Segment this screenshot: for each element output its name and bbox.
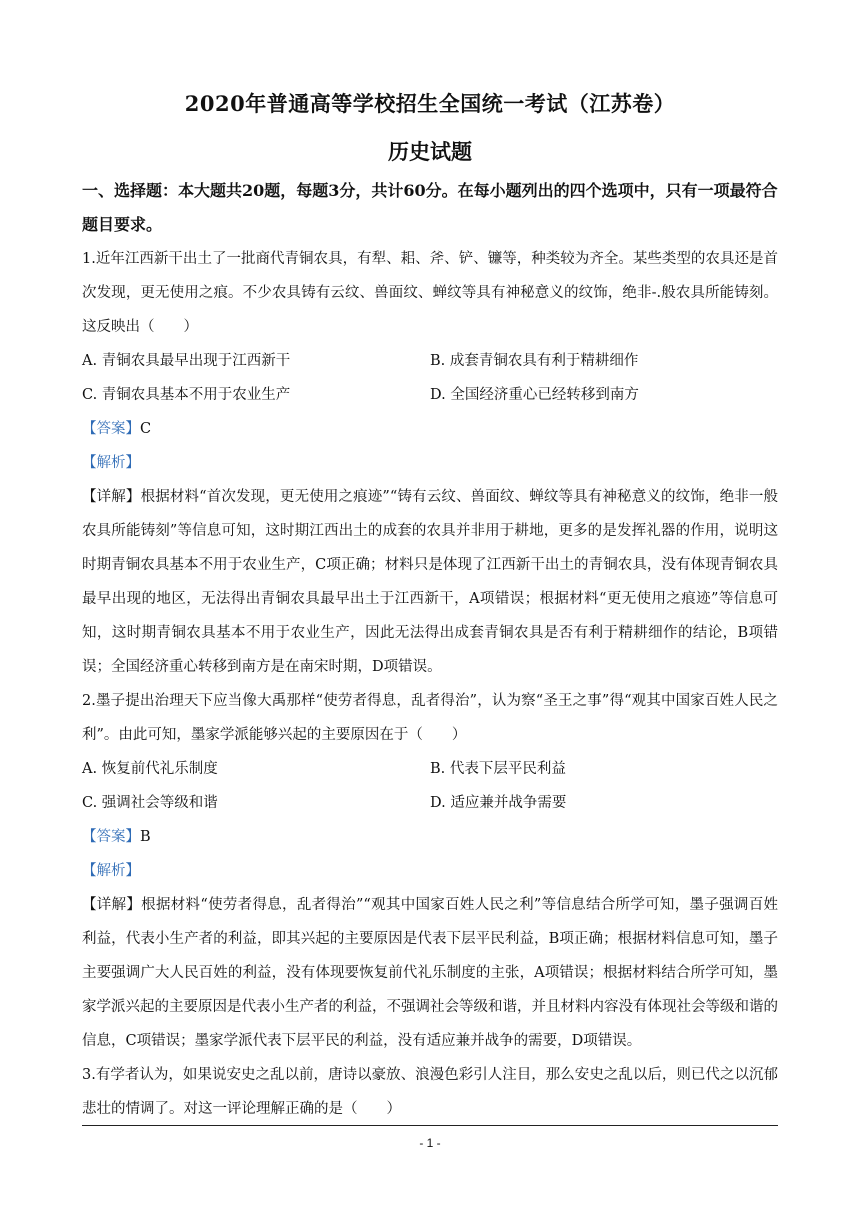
answer-label: 【答案】	[82, 421, 140, 437]
option-a: A. 恢复前代礼乐制度	[82, 761, 218, 777]
options-row	[82, 752, 778, 786]
question-stem: 3.有学者认为，如果说安史之乱以前，唐诗以豪放、浪漫色彩引人注目，那么安史之乱以后，则已代之以沉郁悲壮的情调了。对这一评论理解正确的是（ ）	[82, 1067, 778, 1117]
analysis-label: 【解析】	[82, 455, 140, 471]
answer-label: 【答案】	[82, 829, 140, 845]
option-c: C. 强调社会等级和谐	[82, 795, 218, 811]
question-2	[82, 684, 778, 1058]
option-b: B. 代表下层平民利益	[430, 761, 566, 777]
answer-line	[82, 820, 778, 854]
options-row	[82, 786, 778, 820]
question-1	[82, 242, 778, 684]
options-row	[82, 344, 778, 378]
answer-line	[82, 412, 778, 446]
option-a: A. 青铜农具最早出现于江西新干	[82, 353, 291, 369]
footer-divider	[82, 1125, 778, 1126]
question-3	[82, 1058, 778, 1126]
option-c: C. 青铜农具基本不用于农业生产	[82, 387, 291, 403]
detail-explanation: 【详解】根据材料“首次发现，更无使用之痕迹”“铸有云纹、兽面纹、蝉纹等具有神秘意义的纹饰，绝非一般农具所能铸刻”等信息可知，这时期江西出土的成套的农具并非用于耕地，更多的是发挥礼器的作用，说明这时期青铜农具基本不用于农业生产，C项正确；材料只是体现了江西新干出土的青铜农具，没有体现青铜农具最早出现的地区，无法得出青铜农具最早出土于江西新干，A项错误；根据材料“更无使用之痕迹”等信息可知，这时期青铜农具基本不用于农业生产，因此无法得出成套青铜农具是否有利于精耕细作的结论，B项错误；全国经济重心转移到南方是在南宋时期，D项错误。	[82, 489, 778, 675]
option-d: D. 适应兼并战争需要	[430, 795, 567, 811]
exam-title: 2020年普通高等学校招生全国统一考试（江苏卷）	[184, 91, 676, 116]
question-stem: 2.墨子提出治理天下应当像大禹那样“使劳者得息，乱者得治”，认为察“圣王之事”得“观其中国家百姓人民之利”。由此可知，墨家学派能够兴起的主要原因在于（ ）	[82, 693, 778, 743]
option-b: B. 成套青铜农具有利于精耕细作	[430, 353, 639, 369]
answer-value: B	[140, 829, 151, 845]
option-d: D. 全国经济重心已经转移到南方	[430, 387, 639, 403]
document-body	[82, 174, 778, 1126]
section-intro: 一、选择题：本大题共20题，每题3分，共计60分。在每小题列出的四个选项中，只有一项最符合题目要求。	[82, 181, 778, 234]
question-stem: 1.近年江西新干出土了一批商代青铜农具，有犁、耜、斧、铲、镰等，种类较为齐全。某些类型的农具还是首次发现，更无使用之痕。不少农具铸有云纹、兽面纹、蝉纹等具有神秘意义的纹饰，绝非-.般农具所能铸刻。这反映出（ ）	[82, 251, 778, 335]
detail-explanation: 【详解】根据材料“使劳者得息，乱者得治”“观其中国家百姓人民之利”等信息结合所学可知，墨子强调百姓利益，代表小生产者的利益，即其兴起的主要原因是代表下层平民利益，B项正确；根据材料信息可知，墨子主要强调广大人民百姓的利益，没有体现要恢复前代礼乐制度的主张，A项错误；根据材料结合所学可知，墨家学派兴起的主要原因是代表小生产者的利益，不强调社会等级和谐，并且材料内容没有体现社会等级和谐的信息，C项错误；墨家学派代表下层平民的利益，没有适应兼并战争的需要，D项错误。	[82, 897, 778, 1049]
page-number: - 1 -	[419, 1136, 441, 1150]
answer-value: C	[140, 421, 152, 437]
options-row	[82, 378, 778, 412]
analysis-label: 【解析】	[82, 863, 140, 879]
exam-subtitle: 历史试题	[388, 139, 472, 164]
